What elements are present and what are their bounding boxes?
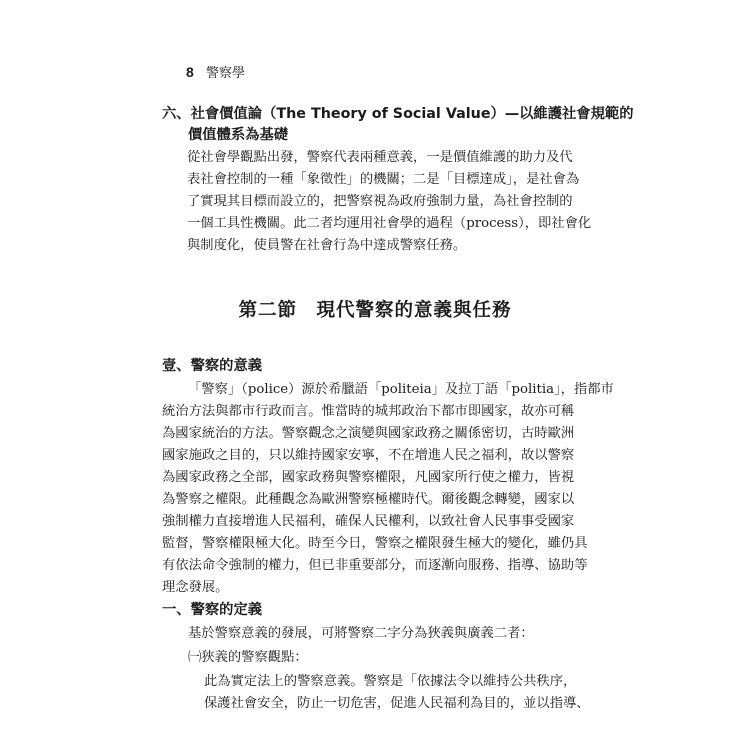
paragraph-line: 統治方法與都市行政而言。惟當時的城邦政治下都市即國家，故亦可稱 (162, 404, 575, 419)
paragraph-line: 與制度化，使員警在社會行為中達成警察任務。 (187, 238, 467, 253)
paragraph-line: 了實現其目標而設立的，把警察視為政府強制力量，為社會控制的 (187, 194, 573, 209)
paragraph-line: 監督，警察權限極大化。時至今日，警察之權限發生極大的變化，雖仍具 (162, 536, 588, 551)
paragraph-line: 有依法命令強制的權力，但已非重要部分，而逐漸向服務、指導、協助等 (162, 558, 588, 573)
paragraph-line: 保護社會安全，防止一切危害，促進人民福利為目的，並以指導、 (204, 696, 590, 711)
paragraph-line: 「警察」（police）源於希臘語「politeia」及拉丁語「politia」，指都市 (188, 382, 614, 397)
running-header (186, 62, 245, 81)
paragraph-line: 此為實定法上的警察意義。警察是「依據法令以維持公共秩序， (204, 674, 577, 689)
section-six-heading-line1: 六、社會價值論（The Theory of Social Value）—以維護社會規範的 (162, 106, 634, 122)
paragraph-line: 表社會控制的一種「象徵性」的機關；二是「目標達成」，是社會為 (187, 172, 580, 187)
paragraph-line: 國家施政之目的，只以維持國家安寧，不在增進人民之福利，故以警察 (162, 448, 575, 463)
page-number: 8 (186, 64, 194, 80)
section-title: 第二節 現代警察的意義與任務 (238, 300, 512, 321)
paragraph-line: 強制權力直接增進人民福利，確保人民權利，以致社會人民事事受國家 (162, 514, 575, 529)
section-six-heading-line2: 價值體系為基礎 (188, 127, 289, 143)
book-title: 警察學 (205, 66, 245, 81)
part-one-heading: 壹、警察的意義 (162, 358, 263, 374)
paragraph-line: 為國家政務之全部，國家政務與警察權限，凡國家所行使之權力，皆視 (162, 470, 575, 485)
paragraph-line: 為警察之權限。此種觀念為歐洲警察極權時代。爾後觀念轉變，國家以 (162, 492, 575, 507)
paragraph-line: 理念發展。 (162, 580, 229, 595)
definition-heading: 一、警察的定義 (162, 602, 263, 618)
definition-intro: 基於警察意義的發展，可將警察二字分為狹義與廣義二者： (188, 626, 534, 641)
paragraph-line: 為國家統治的方法。警察觀念之演變與國家政務之關係密切，古時歐洲 (162, 426, 575, 441)
paragraph-line: 從社會學觀點出發，警察代表兩種意義，一是價值維護的助力及代 (187, 150, 573, 165)
paragraph-line: 一個工具性機關。此二者均運用社會學的過程（process），即社會化 (187, 216, 592, 231)
narrow-view-heading: ㈠狹義的警察觀點： (188, 650, 308, 665)
